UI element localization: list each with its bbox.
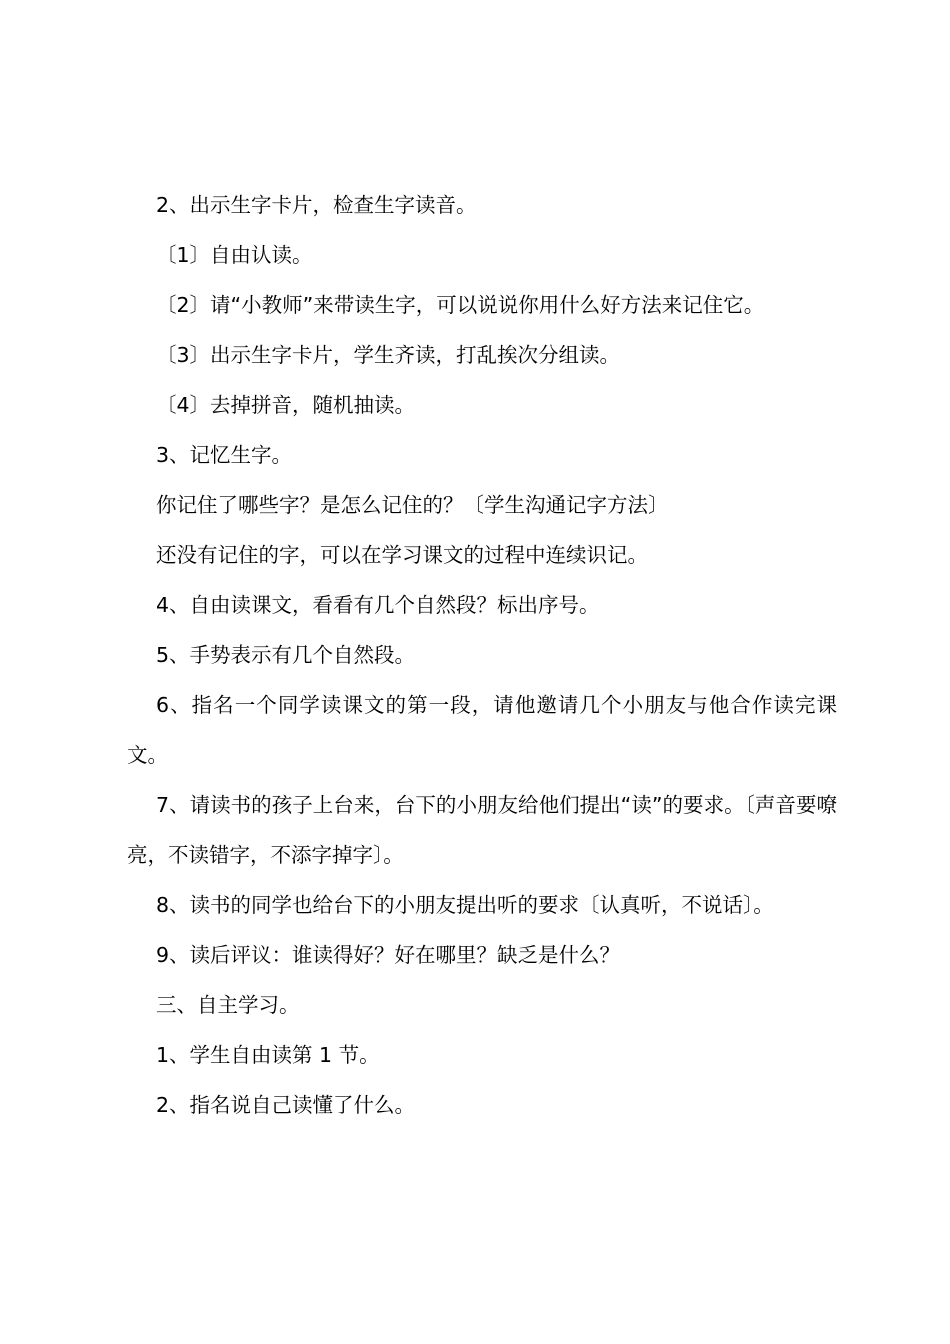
paragraph-sub-4-remove-pinyin: 〔4〕去掉拼音，随机抽读。: [156, 393, 416, 417]
paragraph-sub-3-group-reading: 〔3〕出示生字卡片，学生齐读，打乱挨次分组读。: [156, 343, 621, 367]
paragraph-step-8-listening-requirements: 8、读书的同学也给台下的小朋友提出听的要求〔认真听，不说话〕。: [156, 893, 774, 917]
section-heading-self-study: 三、自主学习。: [156, 993, 300, 1017]
paragraph-self-study-2: 2、指名说自己读懂了什么。: [156, 1093, 416, 1117]
paragraph-not-yet-remembered: 还没有记住的字，可以在学习课文的过程中连续识记。: [156, 543, 648, 567]
paragraph-which-words-remembered: 你记住了哪些字？是怎么记住的？〔学生沟通记字方法〕: [156, 493, 669, 517]
paragraph-step-9-evaluation: 9、读后评议：谁读得好？好在哪里？缺乏是什么？: [156, 943, 621, 967]
paragraph-step-5-gesture: 5、手势表示有几个自然段。: [156, 643, 416, 667]
paragraph-self-study-1: 1、学生自由读第 1 节。: [156, 1043, 380, 1067]
paragraph-step-3-memorize: 3、记忆生字。: [156, 443, 293, 467]
paragraph-step-6-first-section: 6、指名一个同学读课文的第一段，请他邀请几个小朋友与他合作读完课文。: [127, 693, 837, 767]
paragraph-step-7-reading-requirements: 7、请读书的孩子上台来，台下的小朋友给他们提出“读”的要求。〔声音要嘹亮，不读错字，不添字掉字〕。: [127, 793, 837, 867]
paragraph-step-2-show-cards: 2、出示生字卡片，检查生字读音。: [156, 193, 477, 217]
paragraph-sub-1-free-reading: 〔1〕自由认读。: [156, 243, 313, 267]
paragraph-sub-2-little-teacher: 〔2〕请“小教师”来带读生字，可以说说你用什么好方法来记住它。: [156, 293, 765, 317]
document-body: [127, 180, 837, 1130]
paragraph-step-4-read-text: 4、自由读课文，看看有几个自然段？标出序号。: [156, 593, 600, 617]
